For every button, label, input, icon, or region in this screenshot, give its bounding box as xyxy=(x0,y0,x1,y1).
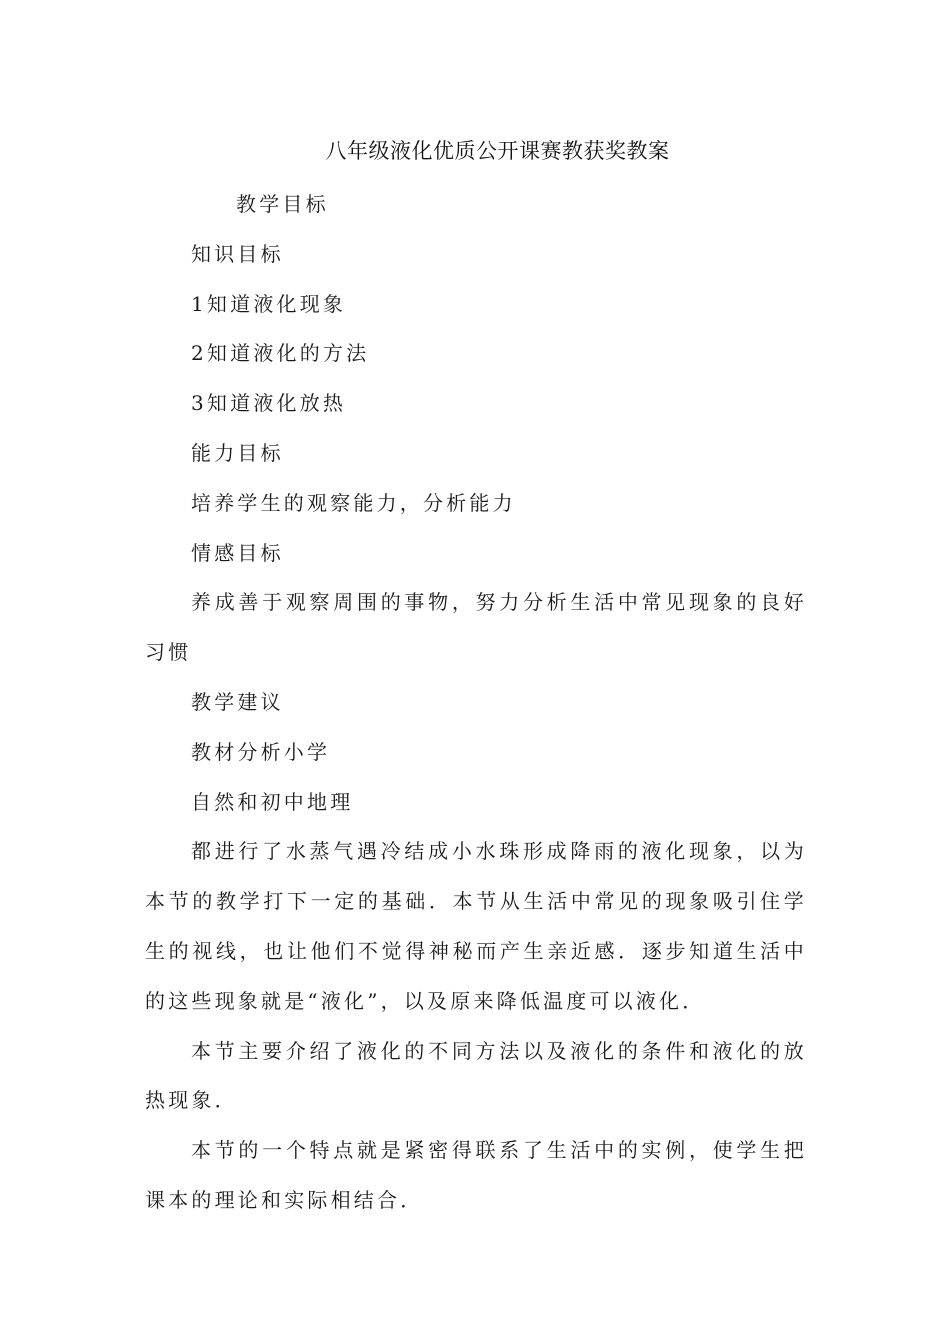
document-title: 八年级液化优质公开课赛教获奖教案 xyxy=(325,139,670,163)
list-item: 3知道液化放热 xyxy=(191,391,347,416)
subheading-knowledge-goals: 知识目标 xyxy=(191,241,284,266)
paragraph: 本节的一个特点就是紧密得联系了生活中的实例，使学生把课本的理论和实际相结合． xyxy=(145,1138,807,1212)
paragraph: 本节主要介绍了液化的不同方法以及液化的条件和液化的放热现象． xyxy=(145,1038,807,1113)
list-item: 2知道液化的方法 xyxy=(191,341,370,366)
document-body xyxy=(145,180,807,1226)
section-heading-teaching-goals: 教学目标 xyxy=(236,192,329,216)
subheading-emotion-goals: 情感目标 xyxy=(191,540,284,565)
subheading-ability-goals: 能力目标 xyxy=(191,440,284,465)
paragraph: 都进行了水蒸气遇冷结成小水珠形成降雨的液化现象，以为本节的教学打下一定的基础．本节从生活中常见的现象吸引住学生的视线，也让他们不觉得神秘而产生亲近感．逐步知道生活中的这些现象就是“液化”，以及原来降低温度可以液化． xyxy=(145,839,807,1013)
paragraph: 自然和初中地理 xyxy=(191,789,354,814)
paragraph: 培养学生的观察能力，分析能力 xyxy=(191,490,516,515)
section-heading-teaching-suggestions: 教学建议 xyxy=(191,689,284,714)
list-item: 1知道液化现象 xyxy=(191,291,347,316)
paragraph: 养成善于观察周围的事物，努力分析生活中常见现象的良好习惯 xyxy=(145,590,807,665)
paragraph: 教材分析小学 xyxy=(191,739,331,764)
